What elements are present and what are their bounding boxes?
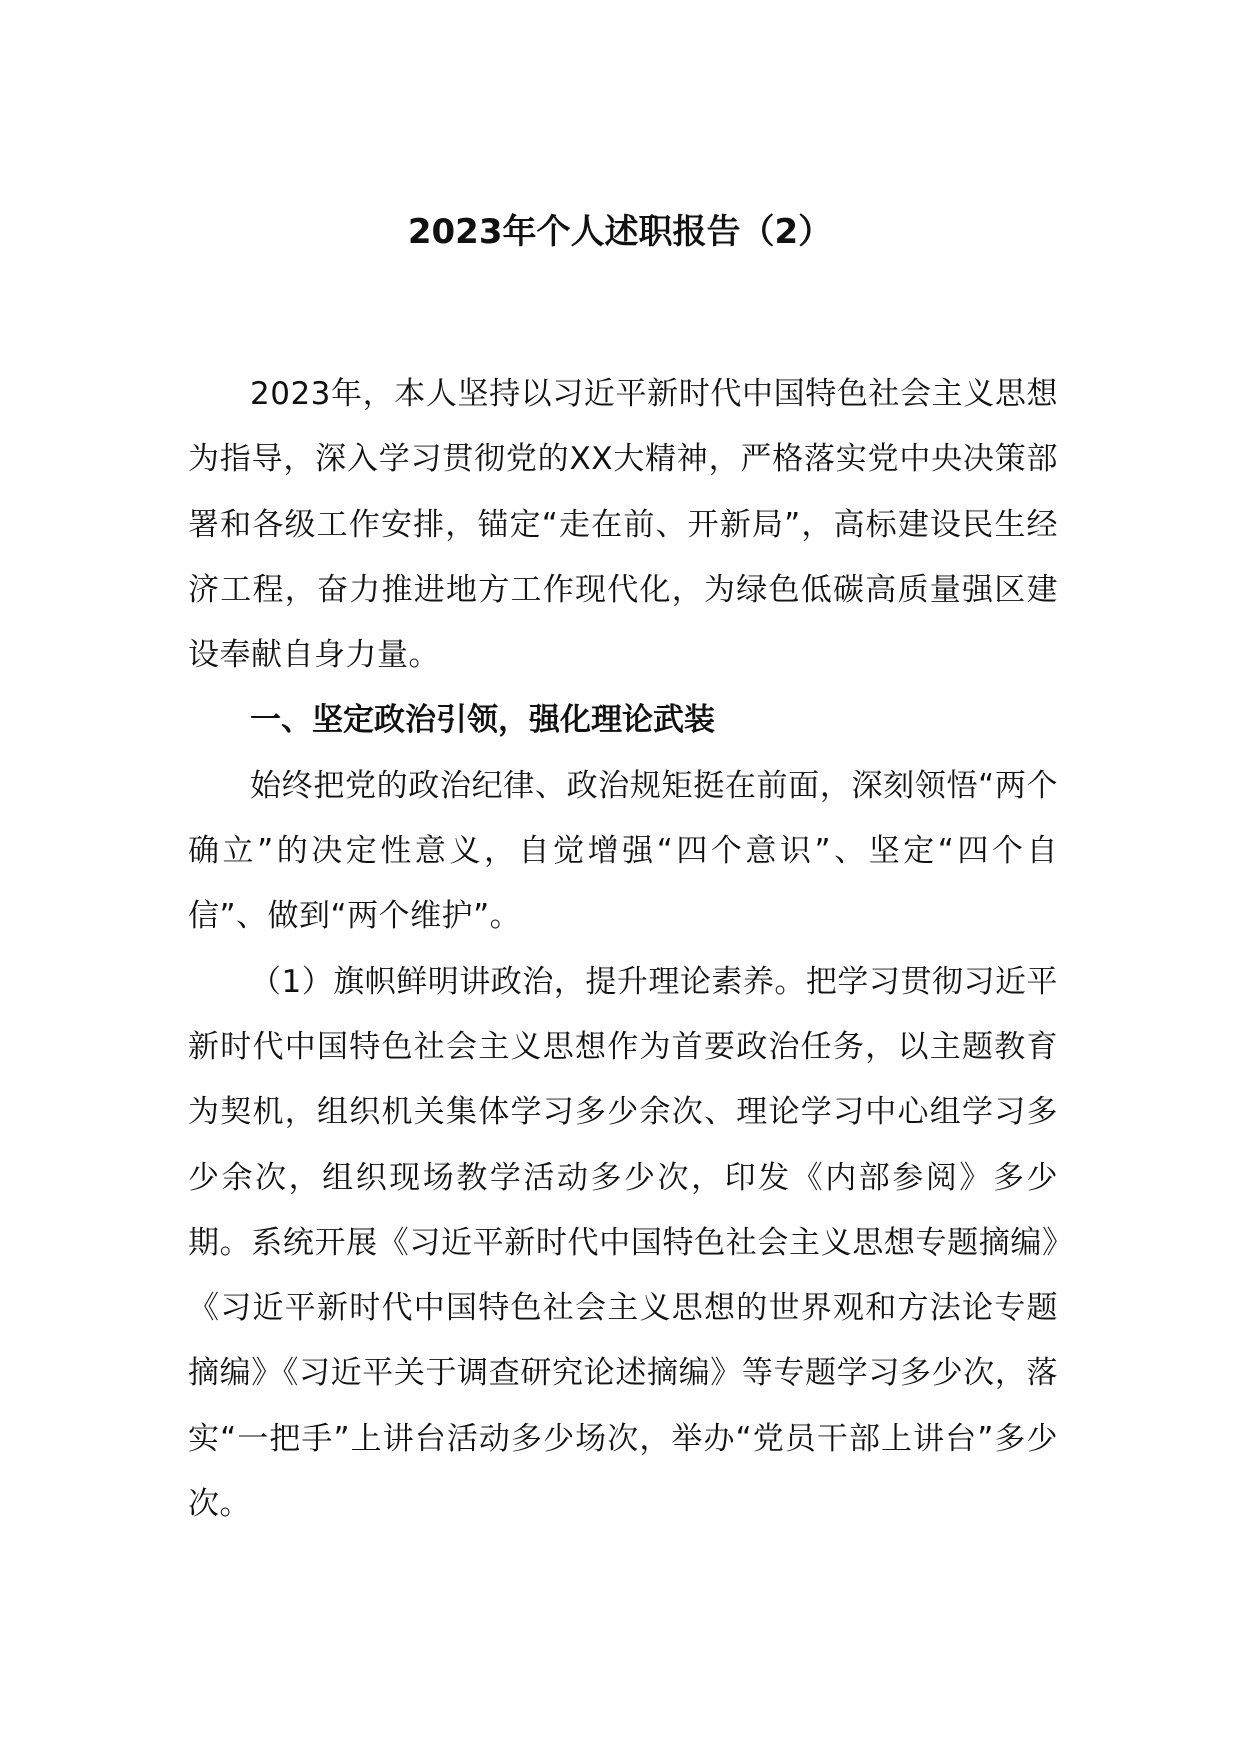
document-body [188, 362, 1058, 1537]
document-title: 2023年个人述职报告（2） [407, 212, 833, 252]
section-1-paragraph: 始终把党的政治纪律、政治规矩挺在前面，深刻领悟“两个确立”的决定性意义，自觉增强“四个意识”、坚定“四个自信”、做到“两个维护”。 [188, 767, 1058, 935]
intro-paragraph: 2023年，本人坚持以习近平新时代中国特色社会主义思想为指导，深入学习贯彻党的XX大精神，严格落实党中央决策部署和各级工作安排，锚定“走在前、开新局”，高标建设民生经济工程，奋力推进地方工作现代化，为绿色低碳高质量强区建设奉献自身力量。 [188, 376, 1058, 674]
section-heading-1: 一、坚定政治引领，强化理论武装 [250, 702, 715, 739]
subsection-1-paragraph: （1）旗帜鲜明讲政治，提升理论素养。把学习贯彻习近平新时代中国特色社会主义思想作为首要政治任务，以主题教育为契机，组织机关集体学习多少余次、理论学习中心组学习多少余次，组织现场教学活动多少次，印发《内部参阅》多少期。系统开展《习近平新时代中国特色社会主义思想专题摘编》《习近平新时代中国特色社会主义思想的世界观和方法论专题摘编》《习近平关于调查研究论述摘编》等专题学习多少次，落实“一把手”上讲台活动多少场次，举办“党员干部上讲台”多少次。 [188, 963, 1058, 1523]
